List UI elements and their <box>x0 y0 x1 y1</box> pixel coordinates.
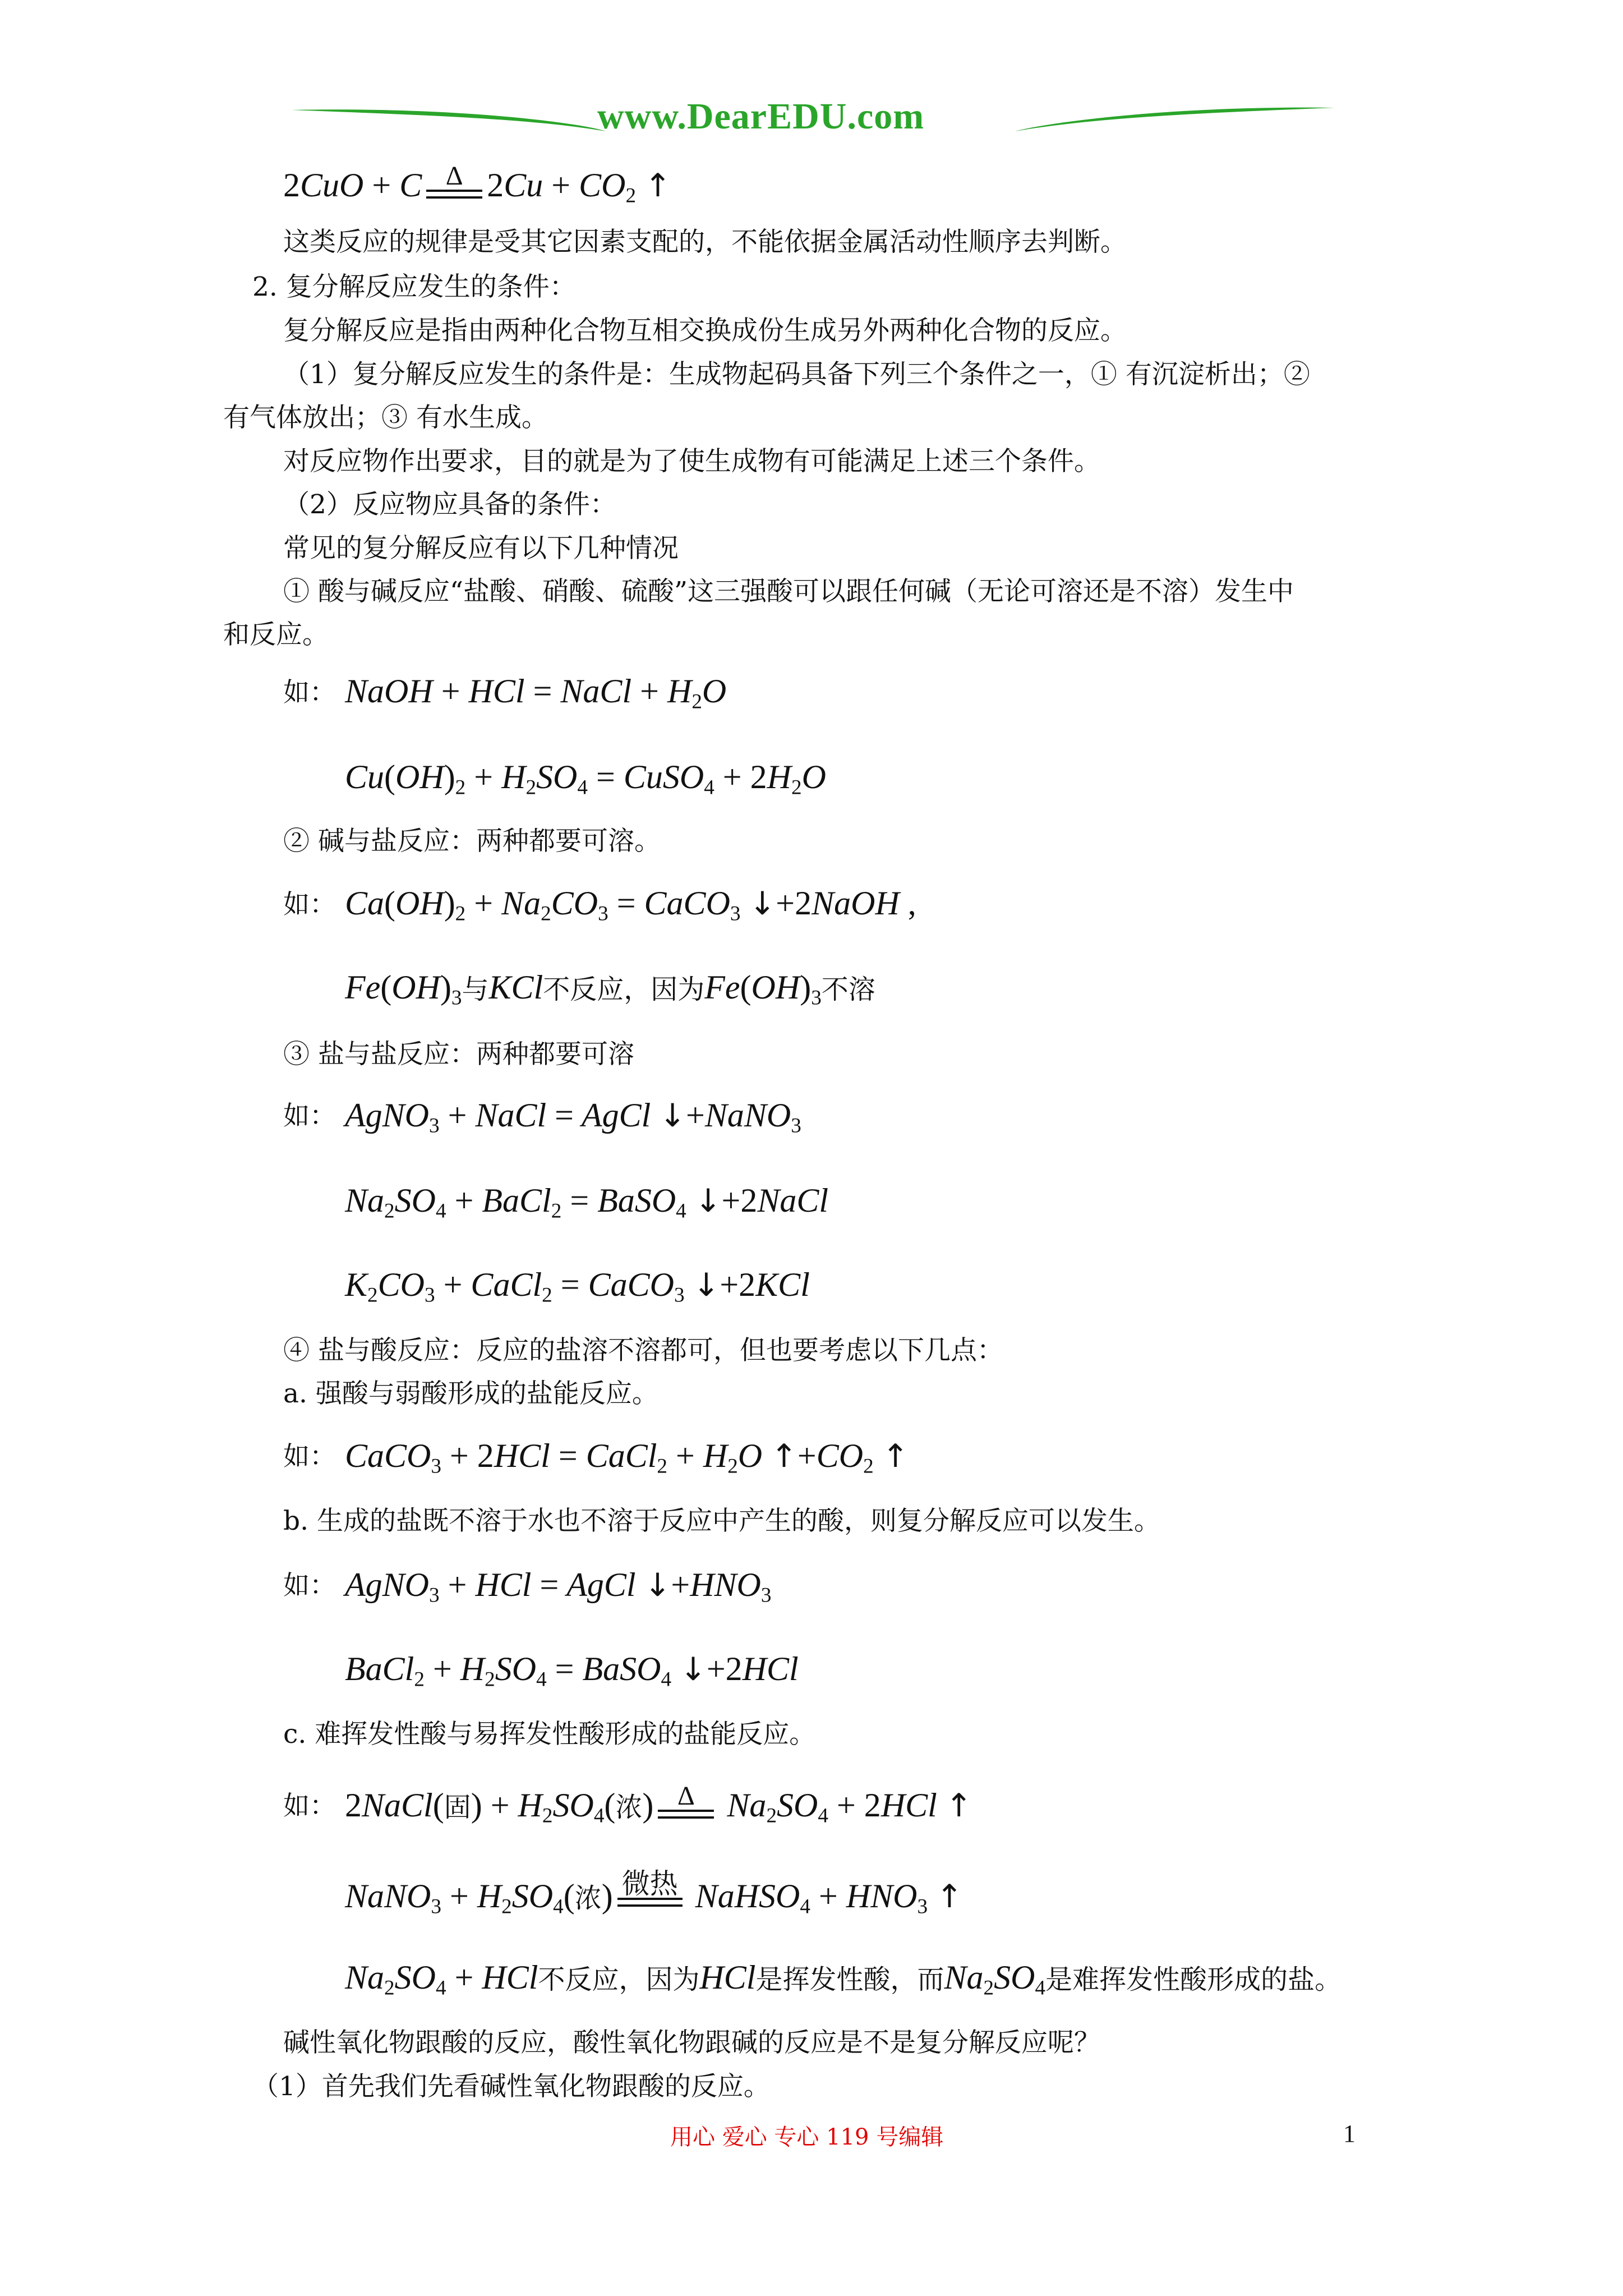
point-a: a. 强酸与弱酸形成的盐能反应。 <box>283 1378 658 1409</box>
case-3: ③ 盐与盐反应：两种都要可溶 <box>283 1039 634 1070</box>
paragraph-common-cases: 常见的复分解反应有以下几种情况 <box>283 533 679 564</box>
equation-k2co3-cacl2: $K_2CO_3$ + CaCl$_2$ = CaCO$_3$ ↓+2KCl <box>345 1266 810 1307</box>
text-no-reaction-because: 不反应，因为 <box>538 1964 700 1995</box>
equation-naoh-hcl: NaOH + HCl = NaCl + $H_2O$ <box>345 673 727 714</box>
text-concentrated: 浓 <box>574 1883 602 1914</box>
text-yu: 与 <box>462 974 489 1005</box>
text-concentrated: 浓 <box>615 1792 643 1823</box>
condition-slight-heat: 微热 <box>621 1867 678 1901</box>
equation-caoh2-na2co3: $Ca(OH)_2 + Na_2CO_3$ = CaCO$_3$ ↓+2NaOH , <box>345 885 916 926</box>
point-b: b. 生成的盐既不溶于水也不溶于反应中产生的酸，则复分解反应可以发生。 <box>283 1506 1160 1536</box>
paragraph-rule: 这类反应的规律是受其它因素支配的，不能依据金属活动性顺序去判断。 <box>283 227 1127 257</box>
case-4: ④ 盐与酸反应：反应的盐溶不溶都可，但也要考虑以下几点： <box>283 1335 1003 1366</box>
section-heading-2: 2. 复分解反应发生的条件： <box>252 272 576 302</box>
equation-cuo-c: 2CuO + C Δ $2Cu + CO_2$ ↑ <box>283 161 671 208</box>
text-solid: 固 <box>444 1792 471 1823</box>
equation-na2so4-bacl2: $Na_2SO_4$ + BaCl$_2$ = BaSO$_4$ ↓+2NaCl <box>345 1182 829 1223</box>
case-2: ② 碱与盐反应：两种都要可溶。 <box>283 826 661 857</box>
paragraph-basic-oxide: （1）首先我们先看碱性氧化物跟酸的反应。 <box>252 2071 770 2102</box>
example-label: 如： <box>283 1791 336 1821</box>
logo-text: www.DearEDU.com <box>597 96 925 137</box>
text-insoluble: 不溶 <box>821 974 875 1005</box>
example-label: 如： <box>283 889 336 920</box>
equation-bacl2-h2so4: BaCl$_2$ + $H_2SO_4$ = BaSO$_4$ ↓+2HCl <box>345 1650 799 1691</box>
condition-heat: Δ <box>677 1781 695 1811</box>
equation-caco3-hcl: CaCO$_3$ + 2HCl = CaCl$_2$ + $H_2O$ $↑+CO_2$ ↑ <box>345 1437 909 1478</box>
example-label: 如： <box>283 1441 336 1472</box>
equation-nano3-h2so4: NaNO$_3$ + $H_2SO_4$(浓) 微热 NaHSO$_4$ + $HNO_3$ ↑ <box>345 1867 963 1918</box>
equation-cuoh2-h2so4: $Cu(OH)_2 + H_2SO_4$ = CuSO$_4$ + $2H_2O$ <box>345 758 826 799</box>
paragraph-purpose: 对反应物作出要求，目的就是为了使生成物有可能满足上述三个条件。 <box>283 446 1100 477</box>
note-feoh3-kcl: $Fe(OH)_3$与KCl不反应，因为$Fe(OH)_3$不溶 <box>345 969 875 1010</box>
paragraph-definition: 复分解反应是指由两种化合物互相交换成份生成另外两种化合物的反应。 <box>283 315 1127 346</box>
equation-agno3-nacl: AgNO$_3$ + NaCl = AgCl ↓+NaNO$_3$ <box>345 1097 801 1138</box>
text-volatile-acid: 是挥发性酸，而 <box>755 1964 944 1995</box>
case-1-line2: 和反应。 <box>223 619 329 650</box>
example-label: 如： <box>283 677 336 708</box>
page-number: 1 <box>1343 2120 1355 2147</box>
note-na2so4-hcl: $Na_2SO_4$ + HCl不反应，因为HCl是挥发性酸，而$Na_2SO_4$是难挥发性酸形成的盐。 <box>345 1959 1342 2000</box>
point-c: c. 难挥发性酸与易挥发性酸形成的盐能反应。 <box>283 1719 816 1750</box>
example-label: 如： <box>283 1101 336 1131</box>
text-no-reaction-because: 不反应，因为 <box>543 974 705 1005</box>
text-nonvolatile-salt: 是难挥发性酸形成的盐。 <box>1045 1964 1342 1995</box>
case-1-line1: ① 酸与碱反应“盐酸、硝酸、硫酸”这三强酸可以跟任何碱（无论可溶还是不溶）发生中 <box>283 576 1294 607</box>
paragraph-question: 碱性氧化物跟酸的反应，酸性氧化物跟碱的反应是不是复分解反应呢？ <box>283 2027 1100 2058</box>
equation-nacl-h2so4: 2NaCl(固) + $H_2SO_4$(浓) Δ $Na_2SO_4 + 2HCl$ ↑ <box>345 1781 972 1828</box>
example-label: 如： <box>283 1570 336 1601</box>
paragraph-reactant-conditions: （2）反应物应具备的条件： <box>283 489 616 520</box>
paragraph-conditions-line2: 有气体放出；③ 有水生成。 <box>223 402 548 433</box>
equation-agno3-hcl: AgNO$_3$ + HCl = AgCl $↓+HNO_3$ <box>345 1566 772 1607</box>
footer-text: 用心 爱心 专心 119 号编辑 <box>670 2124 944 2150</box>
paragraph-conditions-line1: （1）复分解反应发生的条件是：生成物起码具备下列三个条件之一，① 有沉淀析出；② <box>283 359 1310 390</box>
